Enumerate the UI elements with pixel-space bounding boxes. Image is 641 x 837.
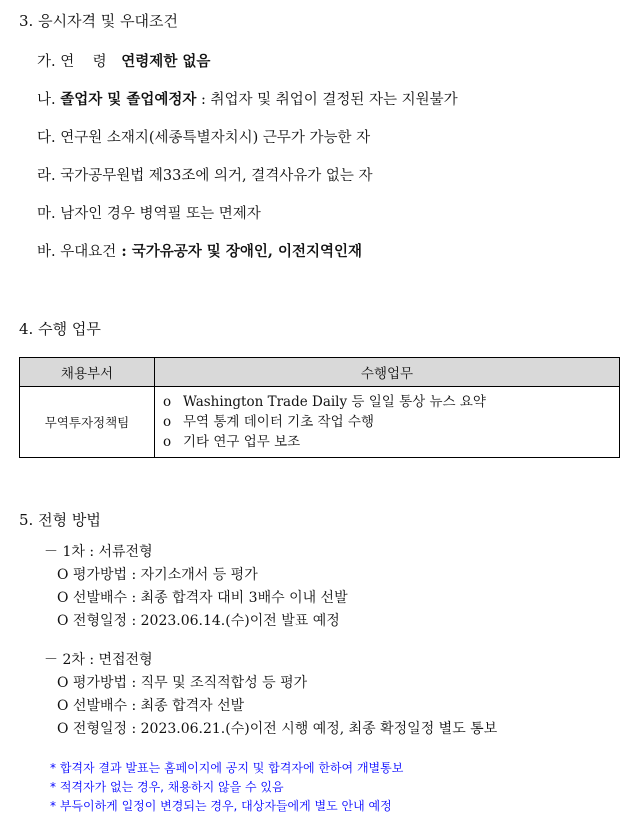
- item-text: 남자인 경우 병역필 또는 면제자: [60, 206, 261, 222]
- stage-2-line: O 전형일정 : 2023.06.21.(수)이전 시행 예정, 최종 확정일정 별도 통보: [57, 721, 498, 737]
- task-item: [163, 412, 619, 432]
- item-marker: 바.: [37, 244, 56, 260]
- task-item: [163, 392, 619, 412]
- header-department: 채용부서: [20, 358, 155, 387]
- item-text: 국가공무원법 제33조에 의거, 결격사유가 없는 자: [60, 168, 373, 184]
- qualification-law: [37, 164, 372, 185]
- note-line: * 부득이하게 일정이 변경되는 경우, 대상자들에게 별도 안내 예정: [50, 799, 392, 813]
- item-text: 연령제한 없음: [121, 53, 211, 70]
- bullet-icon: o: [163, 434, 172, 450]
- qualification-military: [37, 202, 261, 223]
- task-item: [163, 432, 619, 452]
- section-3-title: 3. 응시자격 및 우대조건: [19, 12, 179, 30]
- stage-2-title: － 2차 : 면접전형: [44, 652, 153, 668]
- item-label: 졸업자 및 졸업예정자: [60, 91, 197, 108]
- item-text: : 국가유공자 및 장애인, 이전지역인재: [116, 243, 363, 260]
- section-4-title: 4. 수행 업무: [19, 320, 101, 338]
- qualification-age: [37, 50, 210, 71]
- stage-1-line: O 평가방법 : 자기소개서 등 평가: [57, 567, 258, 583]
- qualification-graduate: [37, 88, 458, 109]
- duty-table: [19, 357, 620, 458]
- table-header-row: [20, 358, 620, 387]
- task-text: 기타 연구 업무 보조: [183, 434, 301, 450]
- stage-2-line: O 선발배수 : 최종 합격자 선발: [57, 698, 245, 714]
- qualification-preference: [37, 240, 362, 261]
- note-line: * 합격자 결과 발표는 홈페이지에 공지 및 합격자에 한하여 개별통보: [50, 761, 404, 775]
- section-5-title: 5. 전형 방법: [19, 511, 101, 529]
- stage-1-line: O 선발배수 : 최종 합격자 대비 3배수 이내 선발: [57, 590, 348, 606]
- bullet-icon: o: [163, 394, 172, 410]
- stage-1-line: O 전형일정 : 2023.06.14.(수)이전 발표 예정: [57, 613, 340, 629]
- item-marker: 나.: [37, 92, 56, 108]
- item-marker: 마.: [37, 206, 56, 222]
- item-label: 연 령: [60, 54, 107, 70]
- stage-2-line: O 평가방법 : 직무 및 조직적합성 등 평가: [57, 675, 308, 691]
- task-text: Washington Trade Daily 등 일일 통상 뉴스 요약: [183, 394, 486, 410]
- item-text: 연구원 소재지(세종특별자치시) 근무가 가능한 자: [60, 130, 371, 146]
- item-label: 우대요건: [60, 244, 117, 260]
- stage-1-title: － 1차 : 서류전형: [44, 544, 153, 560]
- tasks-cell: [155, 387, 620, 458]
- qualification-location: [37, 126, 370, 147]
- item-text: : 취업자 및 취업이 결정된 자는 지원불가: [196, 92, 458, 108]
- item-marker: 라.: [37, 168, 56, 184]
- header-duty: 수행업무: [155, 358, 620, 387]
- note-line: * 적격자가 없는 경우, 채용하지 않을 수 있음: [50, 780, 284, 794]
- bullet-icon: o: [163, 414, 172, 430]
- item-marker: 가.: [37, 54, 56, 70]
- item-marker: 다.: [37, 130, 56, 146]
- table-row: [20, 387, 620, 458]
- task-text: 무역 통계 데이터 기초 작업 수행: [183, 414, 374, 430]
- department-cell: 무역투자정책팀: [20, 387, 155, 458]
